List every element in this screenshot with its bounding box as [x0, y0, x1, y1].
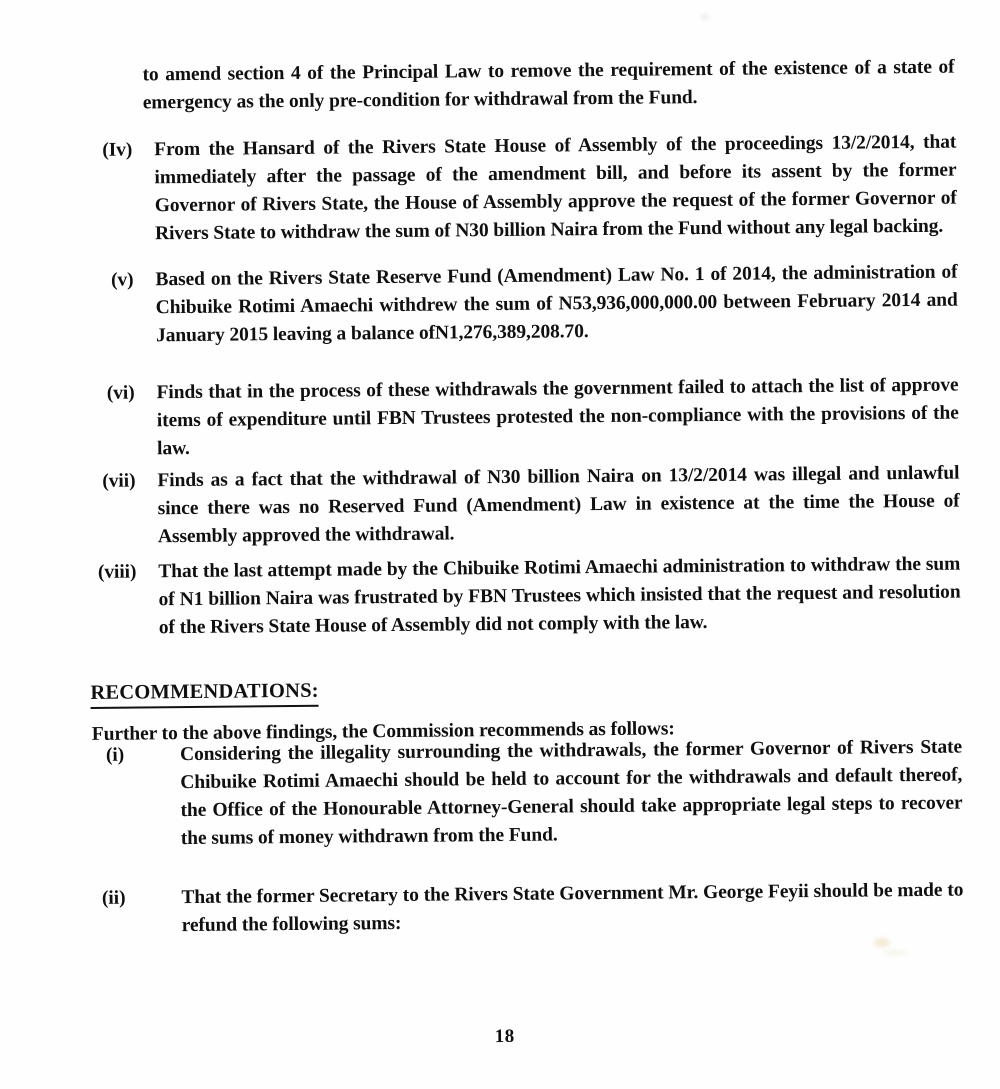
page-number: 18 [494, 1025, 515, 1048]
recommendation-marker-ii: (ii) [101, 887, 126, 909]
recommendations-lead-in: Further to the above findings, the Commission recommends as follows: [91, 718, 675, 745]
finding-item-vi [0, 372, 959, 460]
finding-item-v [0, 259, 958, 347]
recommendation-marker-i: (i) [105, 744, 125, 766]
continuation-paragraph: to amend section 4 of the Principal Law to remove the requirement of the existence of a state of emergency as the only pre-condition for withdrawal from the Fund. [142, 56, 955, 114]
scan-artifact-speck [700, 14, 710, 20]
recommendation-text-i: Considering the illegality surrounding the withdrawals, the former Governor of Rivers State Chibuike Rotimi Amaechi should be held to account for the withdrawals and default thereof, the Office of the Honourable Attorney-General should take appropriate legal steps to recover the sums of money withdrawn from the Fund. [179, 736, 963, 850]
finding-marker-iv: (Iv) [102, 139, 133, 161]
finding-marker-vi: (vi) [106, 382, 135, 404]
finding-marker-v: (v) [110, 269, 134, 291]
finding-marker-vii: (vii) [102, 470, 136, 492]
finding-item-vii [0, 460, 960, 548]
scan-artifact-smudge [884, 950, 906, 955]
finding-text-v: Based on the Rivers State Reserve Fund (Amendment) Law No. 1 of 2014, the administration of Chibuike Rotimi Amaechi withdrew the sum of N53,936,000,000.00 between February 2014 and January 2015 leaving a balance ofN1,276,389,208.70. [155, 261, 958, 347]
finding-text-iv: From the Hansard of the Rivers State House of Assembly of the proceedings 13/2/2014, that immediately after the passage of the amendment bill, and before its assent by the former Governor of Rivers State, the House of Assembly approve the request of the former Governor of Rivers State to withdraw the sum of N30 billion Naira from the Fund without any legal backing. [154, 131, 957, 245]
finding-text-viii: That the last attempt made by the Chibuike Rotimi Amaechi administration to withdraw the sum of N1 billion Naira was frustrated by FBN Trustees which insisted that the request and resolution of the Rivers State House of Assembly did not comply with the law. [158, 553, 961, 639]
finding-text-vii: Finds as a fact that the withdrawal of N30 billion Naira on 13/2/2014 was illegal and unlawful since there was no Reserved Fund (Amendment) Law in existence at the time the House of Assembly approved the withdrawal. [157, 462, 960, 548]
finding-item-iv [0, 129, 957, 245]
recommendation-text-ii: That the former Secretary to the Rivers State Government Mr. George Feyii should be made to refund the following sums: [181, 879, 964, 937]
finding-marker-viii: (viii) [97, 561, 137, 583]
finding-text-vi: Finds that in the process of these withdrawals the government failed to attach the list of approve items of expenditure until FBN Trustees protested the non-compliance with the provisions of the law. [156, 374, 959, 460]
recommendation-item-ii [3, 877, 964, 937]
finding-item-viii [0, 551, 961, 639]
scan-artifact-ink-spot [874, 938, 890, 947]
recommendations-heading: RECOMMENDATIONS: [90, 678, 319, 709]
